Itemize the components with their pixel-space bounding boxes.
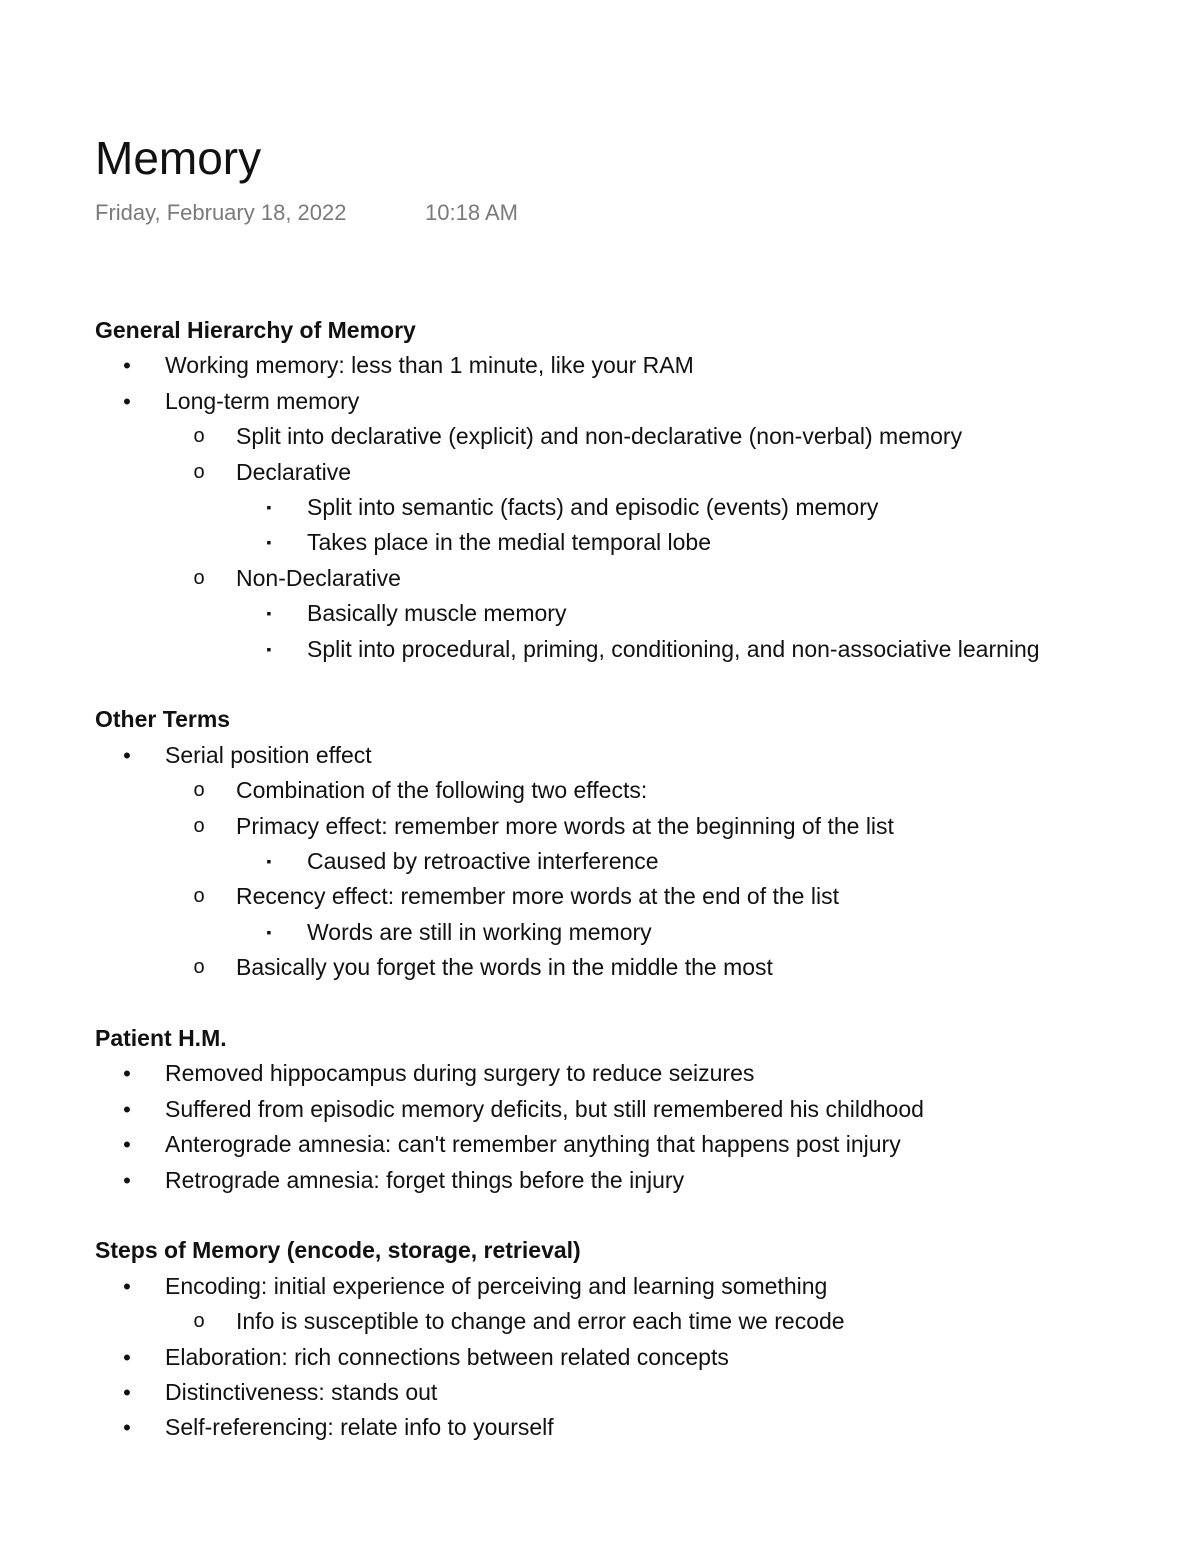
list-item-text: Words are still in working memory [307, 918, 652, 945]
list-item-text: Declarative [236, 458, 352, 485]
list-item-text: Non-Declarative [236, 564, 401, 591]
list-item-text: Basically muscle memory [307, 600, 567, 627]
circle-marker: o [193, 1310, 205, 1333]
list-item-text: Serial position effect [165, 741, 372, 768]
list-item-text: Basically you forget the words in the middle the most [236, 954, 773, 981]
list-item-text: Suffered from episodic memory deficits, but still remembered his childhood [165, 1095, 924, 1122]
section-heading: General Hierarchy of Memory [95, 317, 416, 343]
bullet-marker: • [123, 742, 131, 768]
note-time: 10:18 AM [425, 200, 518, 225]
square-marker: ▪ [266, 923, 272, 940]
circle-marker: o [193, 885, 205, 908]
circle-marker: o [193, 779, 205, 802]
list-item-text: Recency effect: remember more words at the end of the list [236, 883, 839, 910]
bullet-marker: • [123, 1167, 131, 1193]
square-marker: ▪ [266, 499, 272, 515]
list-item-text: Distinctiveness: stands out [165, 1379, 438, 1405]
list-item-text: Retrograde amnesia: forget things before the injury [165, 1166, 685, 1193]
circle-marker: o [193, 425, 205, 448]
circle-marker: o [193, 814, 205, 837]
list-item-text: Split into declarative (explicit) and non-declarative (non-verbal) memory [236, 423, 963, 450]
list-item-text: Primacy effect: remember more words at the beginning of the list [236, 812, 894, 839]
list-item-text: Working memory: less than 1 minute, like your RAM [165, 352, 694, 379]
circle-marker: o [193, 460, 205, 483]
section-heading: Steps of Memory (encode, storage, retrieval) [95, 1237, 581, 1264]
circle-marker: o [193, 566, 205, 589]
list-item-text: Info is susceptible to change and error each time we recode [236, 1308, 845, 1335]
list-item-text: Split into procedural, priming, conditioning, and non-associative learning [307, 635, 1040, 662]
section-heading: Patient H.M. [95, 1025, 227, 1051]
note-date: Friday, February 18, 2022 [95, 200, 347, 225]
bullet-marker: • [123, 1061, 131, 1087]
circle-marker: o [193, 956, 205, 979]
list-item-text: Combination of the following two effects: [236, 777, 648, 804]
square-marker: ▪ [266, 853, 272, 869]
list-item-text: Long-term memory [165, 387, 360, 414]
square-marker: ▪ [266, 640, 272, 657]
list-item-text: Encoding: initial experience of perceiving and learning something [165, 1272, 828, 1299]
square-marker: ▪ [266, 605, 272, 622]
bullet-marker: • [123, 353, 131, 379]
bullet-marker: • [123, 1380, 131, 1405]
note-timestamp [95, 198, 518, 228]
list-item-text: Anterograde amnesia: can't remember anything that happens post injury [165, 1131, 901, 1158]
list-item-text: Caused by retroactive interference [307, 848, 659, 874]
page-title: Memory [95, 132, 262, 184]
list-item-text: Split into semantic (facts) and episodic (events) memory [307, 494, 879, 520]
section-heading: Other Terms [95, 706, 231, 733]
bullet-marker: • [123, 1415, 131, 1441]
bullet-marker: • [123, 1132, 131, 1158]
list-item-text: Elaboration: rich connections between related concepts [165, 1343, 729, 1370]
bullet-marker: • [123, 1096, 131, 1122]
list-item-text: Self-referencing: relate info to yourself [165, 1414, 554, 1441]
list-item-text: Removed hippocampus during surgery to reduce seizures [165, 1060, 755, 1087]
list-item-text: Takes place in the medial temporal lobe [307, 529, 712, 556]
bullet-marker: • [123, 388, 131, 414]
bullet-marker: • [123, 1344, 131, 1370]
square-marker: ▪ [266, 534, 272, 551]
bullet-marker: • [123, 1273, 131, 1299]
